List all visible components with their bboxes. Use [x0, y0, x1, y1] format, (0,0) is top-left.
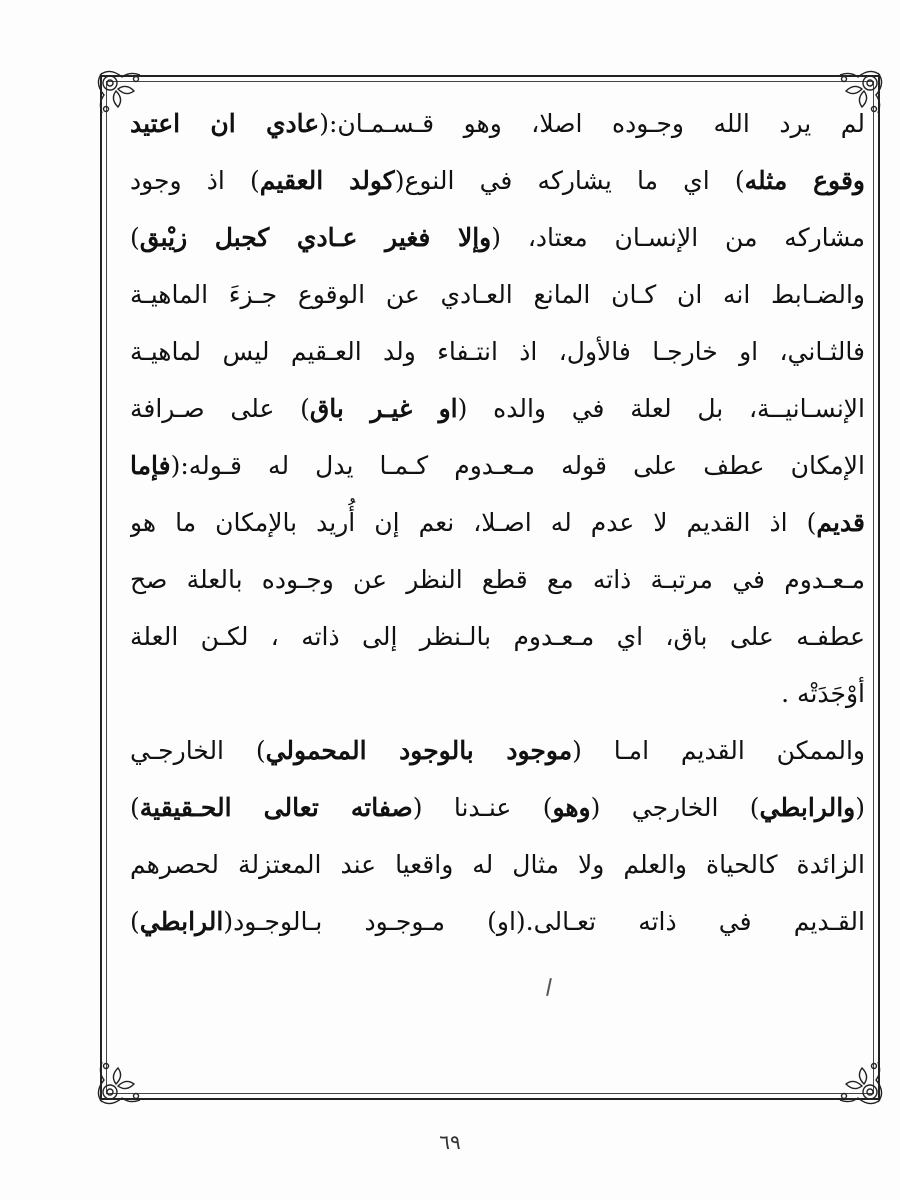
bold-text-segment: موجود بالوجود المحمولي — [265, 736, 573, 765]
text-segment: الإنسـانيــة، بل لعلة في والده ( — [457, 394, 865, 423]
text-segment: ) على صـرافة — [130, 394, 310, 423]
text-line — [130, 665, 865, 722]
text-segment: القـديم في ذاته تعـالى.(او) مـوجـود بـالوجـود( — [223, 907, 865, 936]
text-segment: فالثـاني، او خارجـا فالأول، اذ انتـفاء ولد العـقيم ليس لماهيـة — [130, 337, 865, 366]
bold-text-segment: او غيـر باق — [309, 394, 458, 423]
text-segment: أوْجَدَتْه . — [781, 679, 865, 708]
body-text — [130, 95, 865, 950]
text-segment: ) — [130, 907, 140, 936]
text-line — [130, 551, 865, 608]
bold-text-segment: قديم — [816, 508, 865, 537]
text-segment: ) عنـدنا ( — [412, 793, 553, 822]
bold-text-segment: الرابطي — [139, 907, 224, 936]
bold-text-segment: والرابطي — [759, 793, 856, 822]
page-number: ٦٩ — [439, 1130, 461, 1154]
text-segment: ) — [130, 793, 140, 822]
text-line — [130, 722, 865, 779]
text-segment: مشاركه من الإنسـان معتاد، ( — [491, 223, 865, 252]
text-line — [130, 893, 865, 950]
bold-text-segment: وإلا فغير عـادي كجبل زيْبق — [139, 223, 492, 252]
text-segment: مـعـدوم في مرتبـة ذاته مع قطع النظر عن وجـوده بالعلة صح — [130, 565, 865, 594]
corner-ornament-icon — [824, 1056, 884, 1106]
text-segment: الإمكان عطف على قوله مـعـدوم كـمـا يدل له قـوله:( — [170, 451, 865, 480]
text-line — [130, 437, 865, 494]
text-line — [130, 323, 865, 380]
bold-text-segment: عادي ان اعتيد — [130, 109, 320, 138]
bold-text-segment: كولد العقيم — [259, 166, 395, 195]
text-segment: ) اذ وجود — [130, 166, 260, 195]
bold-text-segment: صفاته تعالى الحـقيقية — [139, 793, 413, 822]
text-line — [130, 494, 865, 551]
text-segment: ) اذ القديم لا عدم له اصـلا، نعم إن أُريد بالإمكان ما هو — [130, 508, 817, 537]
text-line — [130, 95, 865, 152]
bold-text-segment: وهو — [552, 793, 591, 822]
text-line — [130, 209, 865, 266]
text-line — [130, 152, 865, 209]
text-segment: ) الخارجي ( — [590, 793, 760, 822]
text-line — [130, 836, 865, 893]
text-segment: ) الخارجـي — [130, 736, 266, 765]
text-segment: والضـابط انه ان كـان المانع العـادي عن الوقوع جـزءَ الماهيـة — [130, 280, 865, 309]
text-segment: الزائدة كالحياة والعلم ولا مثال له واقعيا عند المعتزلة لحصرهم — [130, 850, 865, 879]
text-segment: ) — [130, 223, 140, 252]
bold-text-segment: فإما — [130, 451, 171, 480]
text-segment: لم يرد الله وجـوده اصلا، وهو قـسـمـان:( — [319, 109, 865, 138]
text-segment: ( — [855, 793, 865, 822]
text-segment: والممكن القديم امـا ( — [572, 736, 865, 765]
text-line — [130, 266, 865, 323]
text-line — [130, 380, 865, 437]
text-segment: عطفـه على باق، اي مـعـدوم بالـنظر إلى ذاته ، لكـن العلة — [130, 622, 865, 651]
text-line — [130, 779, 865, 836]
bold-text-segment: وقوع مثله — [744, 166, 865, 195]
text-segment: ) اي ما يشاركه في النوع( — [394, 166, 745, 195]
text-line — [130, 608, 865, 665]
corner-ornament-icon — [96, 1056, 156, 1106]
